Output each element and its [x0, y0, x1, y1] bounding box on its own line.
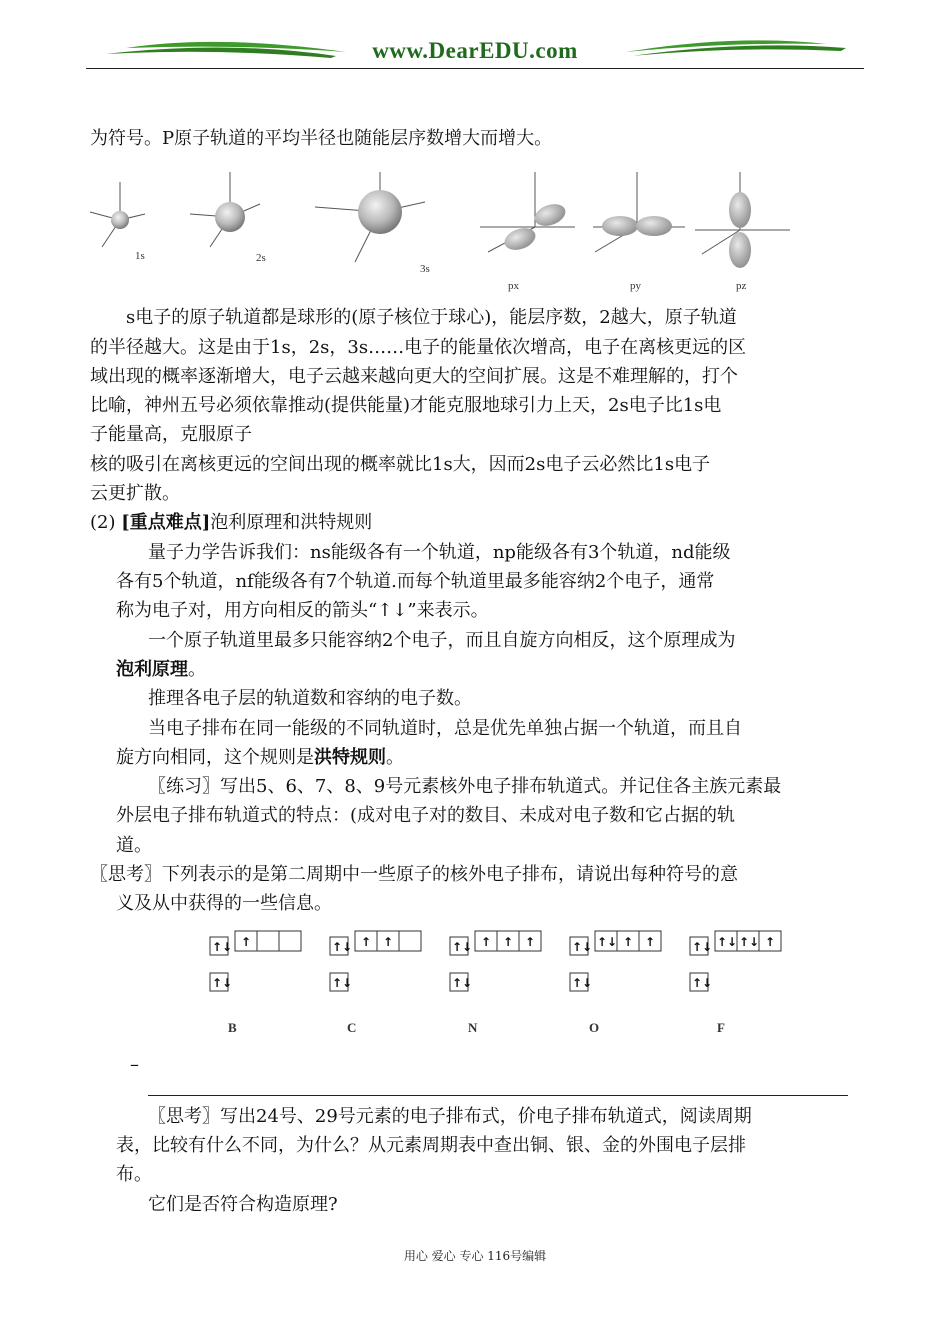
- term-pauli: 泡利原理: [116, 659, 188, 680]
- text-line: 表，比较有什么不同，为什么？从元素周期表中查出铜、银、金的外围电子层排: [116, 1135, 746, 1156]
- orbital-pz-icon: [729, 192, 751, 228]
- text-line: 为符号。P原子轨道的平均半径也随能层序数增大而增大。: [90, 128, 553, 149]
- text-line: 的半径越大。这是由于1s，2s，3s……电子的能量依次增高，电子在离核更远的区: [90, 337, 747, 358]
- orbital-label: 3s: [420, 263, 430, 275]
- text-line: 各有5个轨道，nf能级各有7个轨道.而每个轨道里最多能容纳2个电子，通常: [116, 571, 715, 592]
- answer-blank-line: [148, 1095, 848, 1096]
- orbital-label: 1s: [135, 250, 145, 262]
- svg-text:↑↓: ↑↓: [452, 940, 473, 954]
- text-span: 旋方向相同，这个规则是: [116, 747, 314, 768]
- text-line: 量子力学告诉我们：ns能级各有一个轨道，np能级各有3个轨道，nd能级: [148, 542, 731, 563]
- page-footer: 用心 爱心 专心 116号编辑: [403, 1249, 547, 1263]
- svg-text:↑: ↑: [241, 935, 252, 949]
- heading-title: 泡利原理和洪特规则: [210, 512, 373, 533]
- orbital-label: pz: [736, 280, 747, 292]
- term-hund: 洪特规则: [314, 747, 386, 768]
- element-label: B: [228, 1020, 237, 1035]
- text-line: 当电子排布在同一能级的不同轨道时，总是优先单独占据一个轨道，而且自: [148, 718, 742, 739]
- svg-text:↑: ↑: [765, 935, 776, 949]
- svg-text:↑↓: ↑↓: [717, 935, 738, 949]
- text-line: 称为电子对，用方向相反的箭头“↑↓”来表示。: [116, 600, 489, 621]
- svg-text:↑: ↑: [525, 935, 536, 949]
- svg-text:↑↓: ↑↓: [572, 940, 593, 954]
- svg-text:↑↓: ↑↓: [452, 976, 473, 990]
- text-line: 道。: [116, 835, 152, 856]
- orbital-2s-icon: [215, 202, 245, 232]
- text-line: 布。: [116, 1164, 152, 1185]
- svg-text:↑: ↑: [645, 935, 656, 949]
- text-line: 云更扩散。: [90, 483, 180, 504]
- text-line: [116, 655, 206, 684]
- svg-text:↑↓: ↑↓: [597, 935, 618, 949]
- orbital-label: px: [508, 280, 519, 292]
- text-line: 〖练习〗写出5、6、7、8、9号元素核外电子排布轨道式。并记住各主族元素最: [148, 776, 782, 797]
- site-logo[interactable]: www.DearEDU.com: [372, 38, 578, 63]
- orbital-1s-icon: [111, 211, 129, 229]
- text-line: 它们是否符合构造原理?: [148, 1194, 338, 1215]
- svg-text:↑↓: ↑↓: [212, 976, 233, 990]
- svg-text:↑: ↑: [623, 935, 634, 949]
- element-label: N: [468, 1020, 478, 1035]
- orbital-py-icon: [602, 216, 638, 236]
- text-line: 子能量高，克服原子: [90, 424, 252, 445]
- text-line: [116, 743, 404, 772]
- text-line: 外层电子排布轨道式的特点：(成对电子对的数目、未成对电子数和它占据的轨: [116, 805, 736, 826]
- element-label: C: [347, 1020, 357, 1035]
- orbital-3s-icon: [358, 190, 402, 234]
- svg-text:↑↓: ↑↓: [692, 976, 713, 990]
- text-line: 〖思考〗写出24号、29号元素的电子排布式，价电子排布轨道式，阅读周期: [148, 1106, 752, 1127]
- text-line: 比喻，神州五号必须依靠推动(提供能量)才能克服地球引力上天，2s电子比1s电: [90, 395, 722, 416]
- orbital-label: py: [630, 280, 641, 292]
- orbital-label: 2s: [256, 252, 266, 264]
- svg-text:↑↓: ↑↓: [692, 940, 713, 954]
- svg-text:↑↓: ↑↓: [739, 935, 760, 949]
- text-line: s电子的原子轨道都是球形的(原子核位于球心)，能层序数，2越大，原子轨道: [126, 307, 737, 328]
- section-heading: [90, 508, 372, 537]
- text-line: 域出现的概率逐渐增大，电子云越来越向更大的空间扩展。这是不难理解的，打个: [90, 366, 738, 387]
- svg-text:↑: ↑: [361, 935, 372, 949]
- heading-tag: [重点难点]: [121, 512, 211, 533]
- svg-text:↑: ↑: [503, 935, 514, 949]
- text-line: 〖思考〗下列表示的是第二周期中一些原子的核外电子排布，请说出每种符号的意: [90, 864, 738, 885]
- svg-text:↑: ↑: [481, 935, 492, 949]
- header-divider: [86, 68, 864, 69]
- svg-text:↑↓: ↑↓: [572, 976, 593, 990]
- text-line: 义及从中获得的一些信息。: [116, 893, 332, 914]
- element-label: O: [589, 1020, 600, 1035]
- heading-number: (2): [90, 512, 122, 533]
- text-line: 推理各电子层的轨道数和容纳的电子数。: [148, 688, 472, 709]
- orbital-px-icon: [532, 200, 569, 230]
- orbital-figure: [80, 162, 800, 292]
- svg-text:↑: ↑: [383, 935, 394, 949]
- svg-text:↑↓: ↑↓: [332, 940, 353, 954]
- punct: 。: [386, 747, 404, 768]
- svg-text:↑↓: ↑↓: [332, 976, 353, 990]
- svg-text:↑↓: ↑↓: [212, 940, 233, 954]
- text-line: 核的吸引在离核更远的空间出现的概率就比1s大，因而2s电子云必然比1s电子: [90, 454, 711, 475]
- punct: 。: [188, 659, 206, 680]
- text-line: 一个原子轨道里最多只能容纳2个电子，而且自旋方向相反，这个原理成为: [148, 630, 736, 651]
- element-label: F: [717, 1020, 725, 1035]
- dash-mark: –: [130, 1054, 139, 1075]
